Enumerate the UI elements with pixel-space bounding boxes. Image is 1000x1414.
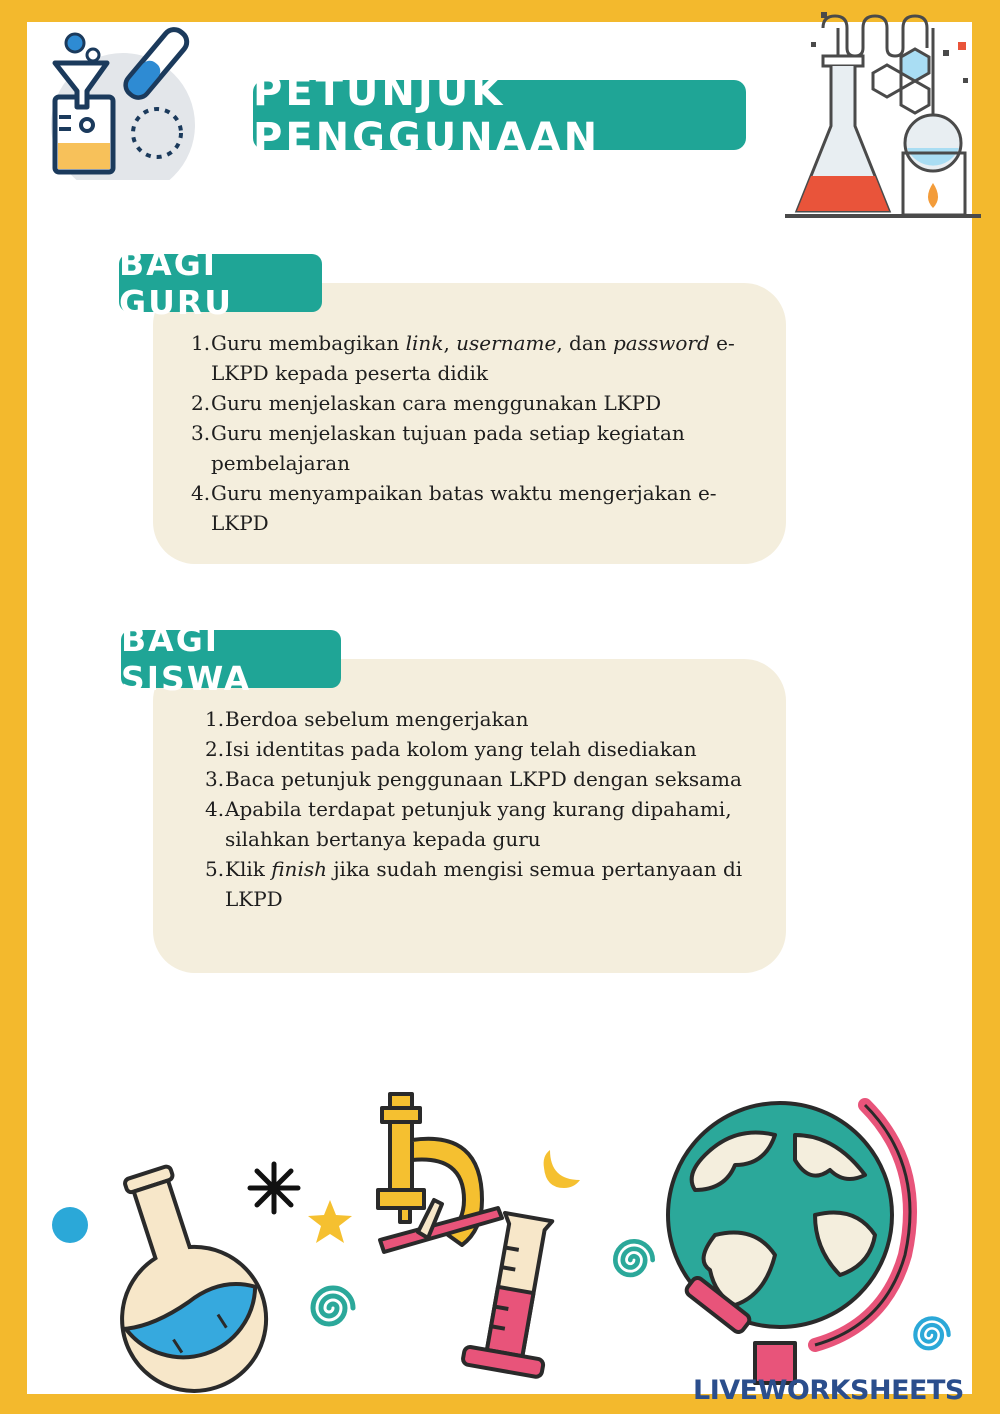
list-item: 1.Guru membagikan link, username, dan password e-LKPD kepada peserta didik: [191, 331, 735, 385]
list-item: 4.Guru menyampaikan batas waktu mengerjakan e-LKPD: [191, 481, 717, 535]
guru-instructions-list: [191, 328, 751, 538]
liveworksheets-watermark: [693, 1373, 964, 1407]
page-title: PETUNJUK PENGGUNAAN: [253, 69, 601, 161]
watermark-text: LIVEWORKSHEETS: [693, 1374, 964, 1406]
list-item: 2.Isi identitas pada kolom yang telah disediakan: [205, 737, 697, 761]
siswa-section-heading: BAGI SISWA: [121, 620, 252, 698]
list-item: 3.Baca petunjuk penggunaan LKPD dengan seksama: [205, 767, 742, 791]
guru-section-badge: [119, 244, 322, 322]
spiral-icon: [303, 1278, 363, 1338]
dot-icon: [50, 1205, 90, 1245]
asterisk-icon: [246, 1160, 302, 1216]
list-item: 2.Guru menjelaskan cara menggunakan LKPD: [191, 391, 662, 415]
measuring-cylinder-icon: [460, 1210, 570, 1390]
title-banner: [253, 69, 746, 161]
list-item: 4.Apabila terdapat petunjuk yang kurang dipahami, silahkan bertanya kepada guru: [205, 797, 732, 851]
siswa-instructions-list: [205, 704, 765, 914]
spiral-icon: [606, 1232, 662, 1288]
moon-icon: [542, 1142, 587, 1190]
list-item: 5.Klik finish jika sudah mengisi semua pertanyaan di LKPD: [205, 857, 743, 911]
chemistry-lab-setup-icon: [783, 8, 983, 223]
star-icon: [305, 1198, 355, 1246]
lab-beaker-funnel-icon: [45, 25, 205, 180]
spiral-icon: [907, 1310, 957, 1360]
siswa-section-badge: [121, 620, 341, 698]
list-item: 3.Guru menjelaskan tujuan pada setiap kegiatan pembelajaran: [191, 421, 685, 475]
globe-icon: [665, 1095, 935, 1385]
list-item: 1.Berdoa sebelum mengerjakan: [205, 707, 529, 731]
guru-section-heading: BAGI GURU: [119, 244, 234, 322]
